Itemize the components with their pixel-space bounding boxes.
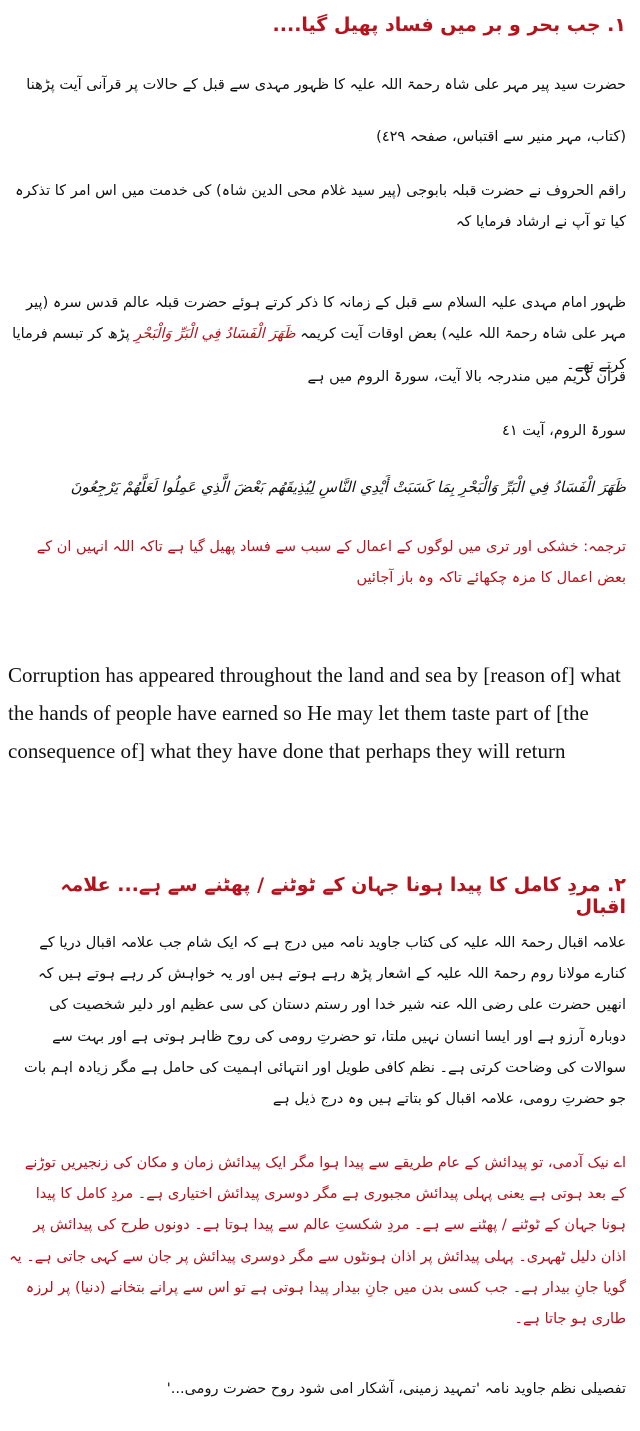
- section2-footer: تفصیلی نظم جاوید نامہ 'تمہید زمینی، آشکار امی شود روح حضرت رومی...': [166, 1381, 626, 1397]
- section1-para2-arabic: ظَهَرَ الْفَسَادُ فِي الْبَرِّ وَالْبَحْرِ: [134, 326, 296, 343]
- section1-para2-after: پڑھ کر تبسم فرمایا کرتے تھے۔: [12, 326, 626, 374]
- section1-para1: راقم الحروف نے حضرت قبلہ بابوجی (پیر سید غلام محی الدین شاہ) کی خدمت میں اس امر کا تذکرہ کیا تو آپ نے ارشاد فرمایا کہ: [15, 183, 626, 231]
- quran-note: قرآن کریم میں مندرجہ بالا آیت، سورۃ الروم میں ہے: [307, 369, 626, 385]
- urdu-translation: ترجمہ: خشکی اور تری میں لوگوں کے اعمال کے سبب سے فساد پھیل گیا ہے تاکہ اللہ انہیں ان کے بعض اعمال کا مزہ چکھائے تاکہ وہ باز آجائیں: [36, 539, 626, 587]
- section2-heading: ۲. مردِ کامل کا پیدا ہونا جہان کے ٹوٹنے / پھٹنے سے ہے... علامہ اقبال: [60, 874, 626, 918]
- section1-intro: حضرت سید پیر مہر علی شاہ رحمۃ اللہ علیہ کا ظہور مہدی سے قبل کے حالات پر قرآنی آیت پڑھنا: [26, 77, 626, 93]
- surah-reference: سورۃ الروم، آیت ٤١: [502, 423, 626, 439]
- section1-source: (کتاب، مہر منیر سے اقتباس، صفحہ ٤٢٩): [376, 129, 626, 145]
- rumi-quote: اے نیک آدمی، تو پیدائش کے عام طریقے سے پیدا ہوا مگر ایک پیدائش زمان و مکان کی زنجیریں توڑنے کے بعد ہوتی ہے یعنی پہلی پیدائش مجبوری ہے مگر دوسری پیدائش اختیاری ہے۔ مردِ کامل کا پیدا ہونا جہان کے ٹوٹنے / پھٹنے سے ہے۔ مردِ شکستِ عالم سے پیدا ہوتا ہے۔ دونوں طرح کی پیدائش پر اذان دلیل ٹھہری۔ پہلی پیدائش پر اذان ہونٹوں سے مگر دوسری پیدائش پر جان سے کہی جاتی ہے۔ یہ گویا جانِ بیدار ہے۔ جب کسی بدن میں جانِ بیدار پیدا ہوتی ہے تو اس سے پرانے بتخانے (دنیا) پر لرزہ طاری ہو جاتا ہے۔: [9, 1155, 626, 1327]
- section2-para1: علامہ اقبال رحمۃ اللہ علیہ کی کتاب جاوید نامہ میں درج ہے کہ ایک شام جب علامہ اقبال دریا کے کنارے مولانا روم رحمۃ اللہ علیہ کے اشعار پڑھ رہے ہوتے ہیں اور یہ خواہش کر رہے ہوتے ہیں کہ انھیں حضرت علی رضی اللہ عنہ شیر خدا اور رستم دستان کی سی عظیم اور دلیر شخصیت کی دوبارہ آرزو ہے اور ایسا انسان نہیں ملتا، تو حضرتِ رومی کی روح ظاہر ہوتی ہے اور بہت سے سوالات کی وضاحت کرتی ہے۔ نظم کافی طویل اور انتہائی اہمیت کی حامل ہے مگر زیادہ اہم بات جو حضرتِ رومی، علامہ اقبال کو بتاتے ہیں وہ درج ذیل ہے: [24, 935, 626, 1107]
- section1-para2-before: ظہور امام مہدی علیہ السلام سے قبل کے زمانہ کا ذکر کرتے ہوئے حضرت قبلہ عالم قدس سرہ (پیر مہر علی شاہ رحمۃ اللہ علیہ) بعض اوقات آیت کریمہ: [26, 295, 626, 343]
- english-translation: Corruption has appeared throughout the land and sea by [reason of] what the hands of people have earned so He may let them taste part of [the consequence of] what they have done that perhaps they will return: [8, 663, 621, 763]
- quran-verse: ظَهَرَ الْفَسَادُ فِي الْبَرِّ وَالْبَحْرِ بِمَا كَسَبَتْ أَيْدِي النَّاسِ لِيُذِيقَهُم بَعْضَ الَّذِي عَمِلُوا لَعَلَّهُمْ يَرْجِعُونَ: [70, 478, 626, 496]
- section1-heading: ۱. جب بحر و بر میں فساد پھیل گیا....: [272, 14, 626, 36]
